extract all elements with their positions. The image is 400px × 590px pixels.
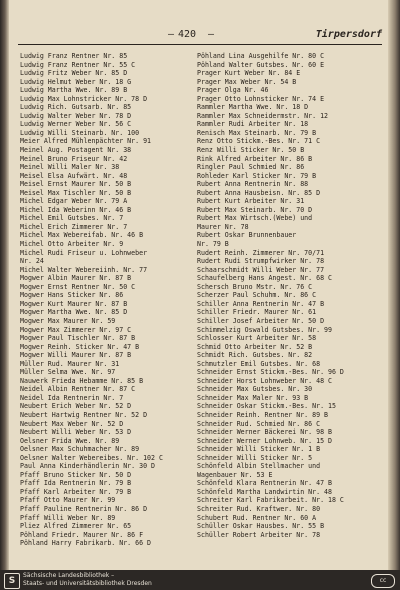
directory-entry: Renz Willi Sticker Nr. 50 B [197, 146, 305, 155]
directory-entry: Ludwig Martha Wwe. Nr. 89 B [20, 86, 128, 95]
directory-entry: Mogwer Kurt Maurer Nr. 87 B [20, 299, 128, 308]
directory-entry: Schreiter Rud. Kraftwer. Nr. 80 [197, 504, 321, 513]
directory-entry: Ludwig Werner Weber Nr. 56 C [20, 120, 132, 129]
page-number: 420 [178, 29, 197, 40]
header-dash-left: — [168, 29, 175, 40]
directory-entry: Schneider Horst Lohnweber Nr. 48 C [197, 376, 332, 385]
directory-entry: Renz Otto Stickm.-Bes. Nr. 71 C [197, 137, 321, 146]
directory-entry: Schmutzler Emil Gutsbes. Nr. 68 [197, 359, 321, 368]
directory-entry: Schiller Friedr. Maurer Nr. 61 [197, 308, 317, 317]
directory-entry: Mogwer Hans Sticker Nr. 86 [20, 291, 124, 300]
header-dash-right: — [208, 29, 215, 40]
directory-entry: Prager Max Weber Nr. 54 B [197, 77, 297, 86]
directory-entry: Mogwer Max Zimmerer Nr. 97 C [20, 325, 132, 334]
directory-entry: Schreiter Karl Fabrikarbeit. Nr. 18 C [197, 496, 344, 505]
directory-entry: Schönfeld Martha Landwirtin Nr. 48 [197, 487, 332, 496]
directory-entry: Pfaff Otto Maurer Nr. 99 [20, 496, 116, 505]
directory-entry: Rammler Rudi Arbeiter Nr. 18 [197, 120, 309, 129]
directory-entry: Ludwig Fritz Weber Nr. 85 D [20, 69, 128, 78]
directory-entry: Michel Rudi Friseur u. Lohnweber [20, 248, 148, 257]
library-logo[interactable]: S [4, 573, 20, 589]
directory-entry: Pfaff Pauline Rentnerin Nr. 86 D [20, 504, 148, 513]
directory-entry: Pöhland Friedr. Maurer Nr. 86 F [20, 530, 144, 539]
directory-entry: Ludwig Franz Rentner Nr. 55 C [20, 60, 136, 69]
directory-entry: Ludwig Max Lohnstricker Nr. 78 D [20, 94, 148, 103]
left-column [20, 52, 186, 548]
directory-entry: Ludwig Franz Rentner Nr. 85 [20, 52, 128, 60]
directory-entry: Schneider Willi Sticker Nr. 1 B [197, 445, 321, 454]
directory-entry: Schneider Max Gutsbes. Nr. 30 [197, 385, 313, 394]
directory-entry: Schüller Oskar Hausbes. Nr. 55 B [197, 522, 325, 531]
directory-entry: Pfaff Ida Rentnerin Nr. 79 B [20, 479, 132, 488]
directory-entry: Meinel Willi Maler Nr. 38 [20, 163, 120, 172]
directory-entry: Schlosser Kurt Arbeiter Nr. 58 [197, 334, 317, 343]
directory-entry: Müller Rud. Maurer Nr. 31 [20, 359, 120, 368]
directory-entry: Neubert Max Weber Nr. 52 D [20, 419, 124, 428]
directory-entry: Schneider Oskar Stickm.-Bes. Nr. 15 [197, 402, 336, 411]
directory-entry: Prager Otto Lohnsticker Nr. 74 E [197, 94, 325, 103]
directory-entry: Mogwer Ernst Rentner Nr. 50 C [20, 282, 136, 291]
page-header [18, 29, 382, 45]
directory-entry: Schneider Max Maler Nr. 93 B [197, 393, 309, 402]
directory-entry: Rubert Anna Rentnerin Nr. 88 [197, 180, 309, 189]
directory-entry: Mogwer Albin Maurer Nr. 87 B [20, 274, 132, 283]
directory-entry: Neidel Ida Rentnerin Nr. 7 [20, 393, 124, 402]
directory-entry: Schneider Reinh. Rentner Nr. 89 B [197, 410, 329, 419]
directory-entry: Rubert Max Steinarb. Nr. 70 D [197, 205, 313, 214]
directory-entry: Michel Ida Weberinn Nr. 46 B [20, 205, 132, 214]
directory-entry: Maurer Nr. 78 [197, 222, 249, 231]
directory-entry: Nr. 24 [20, 257, 44, 266]
directory-entry: Pliez Alfred Zimmerer Nr. 65 [20, 522, 132, 531]
directory-entry: Schaarschmidt Willi Weber Nr. 77 [197, 265, 325, 274]
right-column [197, 52, 375, 539]
directory-entry: Pfaff Karl Arbeiter Nr. 79 B [20, 487, 132, 496]
directory-entry: Meisel Elsa Aufwärt. Nr. 48 [20, 171, 128, 180]
viewer-footer [0, 570, 400, 590]
directory-entry: Meinel Aug. Postagent Nr. 38 [20, 146, 132, 155]
directory-entry: Neubert Willi Weber Nr. 53 D [20, 428, 132, 437]
book-spine [0, 0, 9, 570]
directory-entry: Neubert Hartwig Rentner Nr. 52 D [20, 410, 148, 419]
directory-entry: Neidel Albin Rentner Nr. 87 C [20, 385, 136, 394]
directory-entry: Michel Walter Webereiinh. Nr. 77 [20, 265, 148, 274]
directory-entry: Rubert Kurt Arbeiter Nr. 31 [197, 197, 305, 206]
directory-entry: Prager Kurt Weber Nr. 84 E [197, 69, 301, 78]
page-title: Tirpersdorf [315, 29, 382, 40]
directory-entry: Ludwig Walter Weber Nr. 78 D [20, 111, 132, 120]
directory-entry: Michel Otto Arbeiter Nr. 9 [20, 240, 124, 249]
directory-entry: Ludwig Helmut Weber Nr. 18 G [20, 77, 132, 86]
directory-entry: Scherzer Paul Schuhm. Nr. 86 C [197, 291, 317, 300]
directory-entry: Rammler Martha Wwe. Nr. 18 D [197, 103, 309, 112]
directory-entry: Oelsner Max Schuhmacher Nr. 89 [20, 445, 140, 454]
directory-entry: Meisel Ernst Maurer Nr. 50 B [20, 180, 132, 189]
directory-entry: Schneider Willi Sticker Nr. 5 [197, 453, 313, 462]
directory-entry: Schönfeld Klara Rentnerin Nr. 47 B [197, 479, 332, 488]
directory-entry: Rohleder Karl Sticker Nr. 79 B [197, 171, 317, 180]
directory-entry: Rubert Oskar Brunnenbauer [197, 231, 297, 240]
directory-entry: Rubert Anna Hausbeisn. Nr. 85 D [197, 188, 321, 197]
directory-entry: Schneider Rud. Schmied Nr. 86 C [197, 419, 321, 428]
directory-entry: Mogwer Reinh. Sticker Nr. 47 B [20, 342, 140, 351]
directory-entry: Oelsner Frida Wwe. Nr. 89 [20, 436, 120, 445]
directory-entry: Michel Edgar Weber Nr. 79 A [20, 197, 128, 206]
library-name-line1: Sächsische Landesbibliothek – [23, 572, 115, 579]
directory-entry: Schersch Bruno Mstr. Nr. 76 C [197, 282, 313, 291]
directory-entry: Mogwer Willi Maurer Nr. 87 B [20, 351, 132, 360]
directory-entry: Meisel Max Tischler Nr. 50 B [20, 188, 132, 197]
directory-entry: Ludwig Willi Steinarb. Nr. 100 [20, 128, 140, 137]
directory-entry: Schmidt Rich. Gutsbes. Nr. 82 [197, 351, 313, 360]
directory-entry: Pöhland Walter Gutsbes. Nr. 60 E [197, 60, 325, 69]
directory-entry: Mogwer Paul Tischler Nr. 87 B [20, 334, 136, 343]
directory-entry: Schmid Otto Arbeiter Nr. 52 B [197, 342, 313, 351]
directory-entry: Müller Selma Wwe. Nr. 97 [20, 368, 116, 377]
directory-entry: Michel Erich Zimmerer Nr. 7 [20, 222, 128, 231]
header-rule [18, 44, 382, 45]
directory-entry: Nr. 79 B [197, 240, 229, 249]
directory-entry: Schiller Anna Rentnerin Nr. 47 B [197, 299, 325, 308]
directory-entry: Rubert Max Wirtsch.(Webe) und [197, 214, 313, 223]
directory-entry: Neubert Erich Weber Nr. 52 D [20, 402, 132, 411]
directory-entry: Rink Alfred Arbeiter Nr. 86 B [197, 154, 313, 163]
library-name-line2: Staats- und Universitätsbibliothek Dresden [23, 580, 152, 587]
directory-entry: Schönfeld Albin Stellmacher und [197, 462, 321, 471]
directory-entry: Mogwer Martha Wwe. Nr. 85 D [20, 308, 128, 317]
directory-entry: Meinel Bruno Friseur Nr. 42 [20, 154, 128, 163]
directory-entry: Pfaff Bruno Sticker Nr. 50 D [20, 470, 132, 479]
directory-entry: Rudert Reinh. Zimmerer Nr. 70/71 [197, 248, 325, 257]
directory-entry: Schüller Robert Arbeiter Nr. 78 [197, 530, 321, 539]
directory-entry: Prager Olga Nr. 46 [197, 86, 269, 95]
directory-entry: Michel Max Webereifab. Nr. 46 B [20, 231, 144, 240]
directory-entry: Schneider Ernst Stickm.-Bes. Nr. 96 D [197, 368, 344, 377]
page-edge [388, 0, 400, 570]
directory-entry: Ludwig Rich. Gutsarb. Nr. 85 [20, 103, 132, 112]
directory-entry: Schimmelzig Oswald Gutsbes. Nr. 99 [197, 325, 332, 334]
directory-entry: Schneider Werner Lohnweb. Nr. 15 D [197, 436, 332, 445]
directory-entry: Renisch Max Steinarb. Nr. 79 B [197, 128, 317, 137]
directory-entry: Schubert Rud. Rentner Nr. 60 A [197, 513, 317, 522]
directory-entry: Mogwer Max Maurer Nr. 59 [20, 316, 116, 325]
directory-entry: Paul Anna Kinderhändlerin Nr. 30 D [20, 462, 155, 471]
directory-entry: Schaufelberg Hans Angest. Nr. 68 C [197, 274, 332, 283]
directory-entry: Wagenbauer Nr. 53 E [197, 470, 273, 479]
directory-entry: Pöhland Lina Ausgehilfe Nr. 80 C [197, 52, 325, 60]
directory-entry: Rammler Max Schneidermstr. Nr. 12 [197, 111, 329, 120]
directory-entry: Oelsner Walter Webereibes. Nr. 102 C [20, 453, 163, 462]
license-badge-icon[interactable]: cc [371, 574, 395, 588]
directory-entry: Schneider Werner Bäckerei Nr. 98 B [197, 428, 332, 437]
directory-entry: Pfaff Willi Weber Nr. 89 [20, 513, 116, 522]
directory-entry: Meier Alfred Mühlenpächter Nr. 91 [20, 137, 152, 146]
directory-entry: Nauwerk Frieda Hebamme Nr. 85 B [20, 376, 144, 385]
directory-entry: Pöhland Harry Fabrikarb. Nr. 66 D [20, 539, 152, 548]
directory-entry: Michel Emil Gutsbes. Nr. 7 [20, 214, 124, 223]
directory-entry: Ringler Paul Schmied Nr. 86 [197, 163, 305, 172]
directory-entry: Schiller Josef Arbeiter Nr. 50 D [197, 316, 325, 325]
directory-entry: Rudert Rudi Strumpfwirker Nr. 78 [197, 257, 325, 266]
